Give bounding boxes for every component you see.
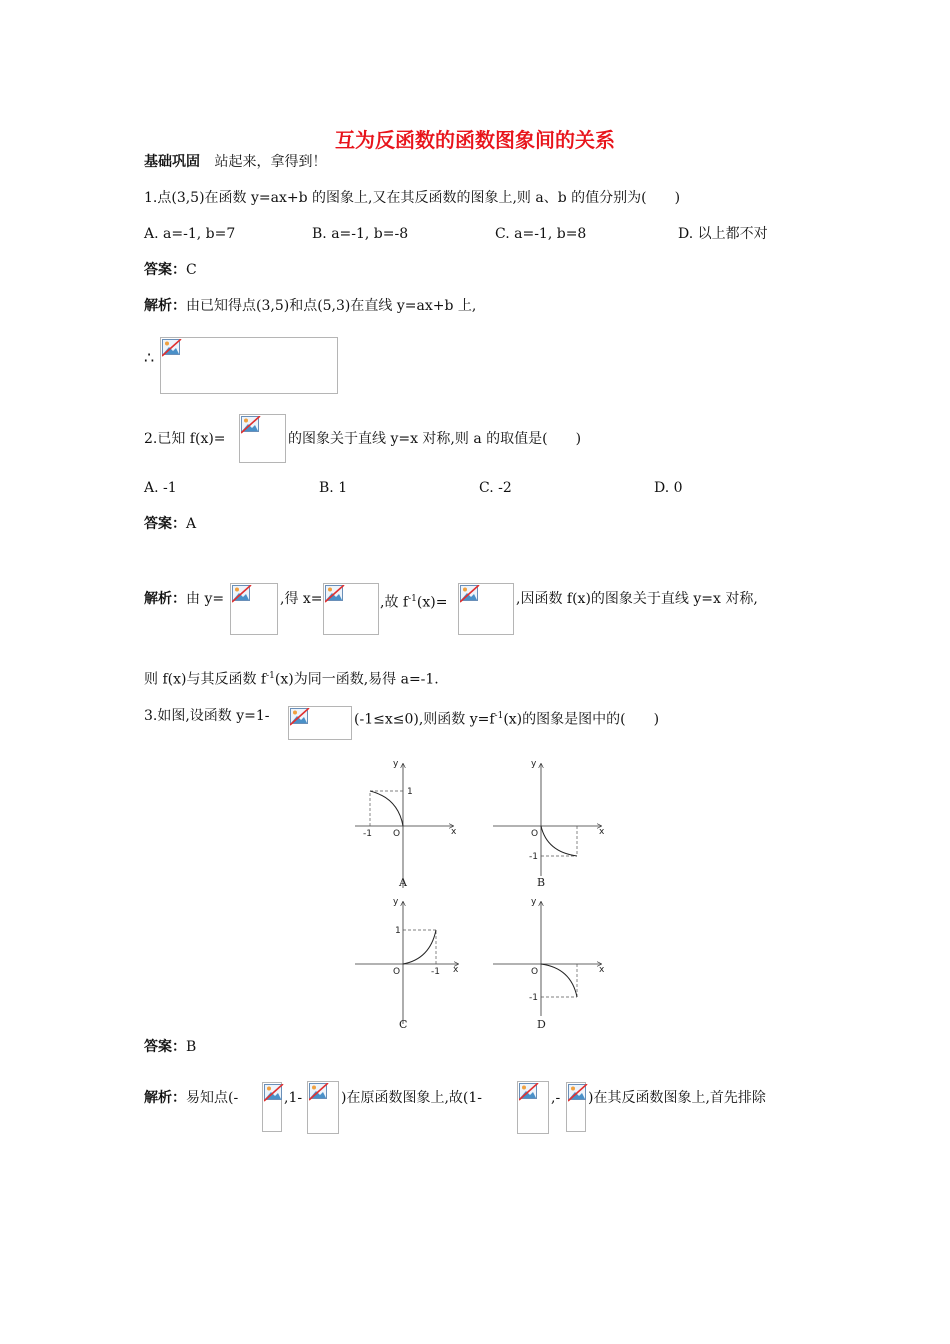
graph-label: A <box>399 876 407 889</box>
broken-image-icon <box>460 585 480 603</box>
q2-option-b: B. 1 <box>319 480 348 496</box>
formula-image <box>262 1082 282 1132</box>
formula-image <box>458 583 514 635</box>
formula-image <box>288 706 352 740</box>
graph-figure-svg <box>352 752 612 1036</box>
q1-stem: 1.点(3,5)在函数 y=ax+b 的图象上,又在其反函数的图象上,则 a、b 的值分别为( ) <box>144 190 681 206</box>
y-tick-label: -1 <box>529 852 538 862</box>
broken-image-icon <box>568 1084 588 1102</box>
answer-value: C <box>186 262 197 278</box>
superscript: -1 <box>408 594 417 604</box>
graph-d <box>493 897 605 1031</box>
formula-image <box>517 1081 549 1134</box>
q2-analysis-f <box>144 666 439 690</box>
q1-analysis <box>144 296 476 316</box>
section-header <box>144 152 326 172</box>
answer-value: B <box>186 1039 197 1055</box>
q3-stem-b <box>354 706 659 730</box>
origin-label: O <box>531 829 539 839</box>
graph-label: C <box>399 1018 408 1031</box>
x-axis-label: x <box>599 965 605 975</box>
q2-analysis-c <box>380 589 447 613</box>
analysis-text: (x)= <box>416 594 448 611</box>
analysis-text: 易知点(- <box>186 1090 239 1106</box>
formula-image <box>307 1081 339 1134</box>
page-title: 互为反函数的函数图象间的关系 <box>335 128 615 152</box>
q2-option-c: C. -2 <box>479 480 512 496</box>
q2-analysis-e: ,因函数 f(x)的图象关于直线 y=x 对称, <box>516 591 758 607</box>
analysis-text: 由已知得点(3,5)和点(5,3)在直线 y=ax+b 上, <box>186 298 477 314</box>
q2-analysis-a <box>144 589 224 609</box>
analysis-label: 解析： <box>144 1090 186 1106</box>
graph-label: B <box>537 876 546 889</box>
graph-figure <box>352 752 612 1036</box>
superscript: -1 <box>494 711 504 721</box>
answer-value: A <box>186 516 197 532</box>
broken-image-icon <box>519 1083 539 1101</box>
x-axis-label: x <box>451 827 457 837</box>
broken-image-icon <box>325 585 345 603</box>
q1-answer <box>144 260 197 280</box>
analysis-text: 由 y= <box>186 591 225 607</box>
q3-analysis-c: )在原函数图象上,故(1- <box>341 1090 483 1106</box>
q3-stem-a: 3.如图,设函数 y=1- <box>144 708 270 724</box>
q2-option-a: A. -1 <box>144 480 177 496</box>
y-tick-label: 1 <box>395 926 401 936</box>
broken-image-icon <box>290 708 310 726</box>
origin-label: O <box>393 967 401 977</box>
section-label: 基础巩固 <box>144 154 200 170</box>
analysis-text: ,故 f <box>380 594 409 611</box>
answer-label: 答案： <box>144 262 186 278</box>
q2-answer <box>144 514 196 534</box>
formula-image <box>160 337 338 394</box>
superscript: -1 <box>266 671 275 681</box>
analysis-text: 则 f(x)与其反函数 f <box>144 671 267 688</box>
broken-image-icon <box>264 1084 284 1102</box>
answer-label: 答案： <box>144 1039 186 1055</box>
broken-image-icon <box>162 339 182 357</box>
broken-image-icon <box>241 416 261 434</box>
q1-option-d: D. 以上都不对 <box>678 226 768 242</box>
stem-text: (-1≤x≤0),则函数 y=f <box>354 711 495 728</box>
x-tick-label: -1 <box>363 829 372 839</box>
origin-label: O <box>393 829 401 839</box>
q3-analysis-b: ,1- <box>284 1090 303 1106</box>
q2-option-d: D. 0 <box>654 480 683 496</box>
broken-image-icon <box>232 585 252 603</box>
answer-label: 答案： <box>144 516 186 532</box>
analysis-text: (x)为同一函数,易得 a=-1. <box>274 671 439 688</box>
q2-stem-b: 的图象关于直线 y=x 对称,则 a 的取值是( ) <box>288 431 582 447</box>
broken-image-icon <box>309 1083 329 1101</box>
analysis-label: 解析： <box>144 298 186 314</box>
formula-image <box>566 1082 586 1132</box>
q3-analysis-d: ,- <box>551 1090 561 1106</box>
y-axis-label: y <box>531 759 537 769</box>
q1-option-c: C. a=-1, b=8 <box>495 226 587 242</box>
origin-label: O <box>531 967 539 977</box>
x-axis-label: x <box>453 965 459 975</box>
therefore-symbol: ∴ <box>144 348 155 367</box>
section-slogan: 站起来，拿得到！ <box>214 154 327 170</box>
q2-analysis-b: ,得 x= <box>280 591 323 607</box>
q3-analysis-e: )在其反函数图象上,首先排除 <box>588 1090 766 1106</box>
formula-image <box>230 583 278 635</box>
q3-answer <box>144 1037 196 1057</box>
x-axis-label: x <box>599 827 605 837</box>
q1-option-b: B. a=-1, b=-8 <box>312 226 409 242</box>
formula-image <box>239 414 286 463</box>
x-tick-label: -1 <box>431 967 440 977</box>
y-axis-label: y <box>393 759 399 769</box>
graph-a <box>355 759 457 889</box>
analysis-label: 解析： <box>144 591 186 607</box>
y-axis-label: y <box>393 897 399 907</box>
graph-label: D <box>537 1018 546 1031</box>
q3-analysis-a <box>144 1088 238 1108</box>
graph-b <box>493 759 605 889</box>
stem-text: (x)的图象是图中的( ) <box>503 711 660 728</box>
formula-image <box>323 583 379 635</box>
y-tick-label: -1 <box>529 993 538 1003</box>
q1-option-a: A. a=-1, b=7 <box>144 226 236 242</box>
q2-stem-a: 2.已知 f(x)= <box>144 431 226 447</box>
y-axis-label: y <box>531 897 537 907</box>
y-tick-label: 1 <box>407 787 413 797</box>
graph-c <box>355 897 459 1031</box>
